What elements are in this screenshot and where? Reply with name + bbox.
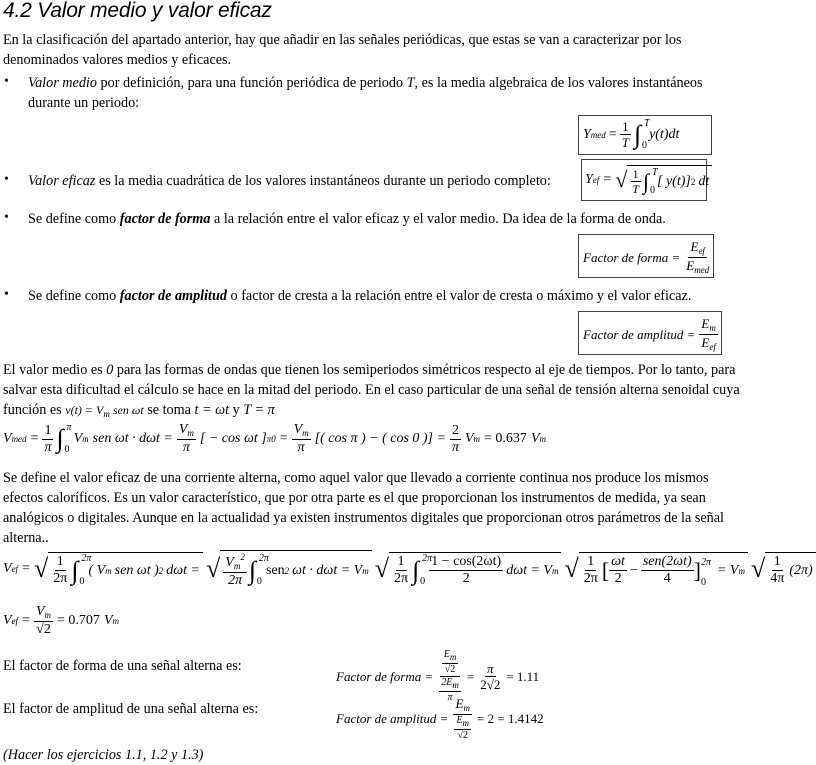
paragraph-valor-medio: El valor medio es 0 para las formas de ondas que tienen los semiperiodos simétricos respecto al eje de tiempos. Por lo tanto, para salvar esta dificultad el cálculo se hace en la mitad del periodo. En el caso particular de una señal de tensión alterna senoidal cuya función es $v(t) = V_m$ sen ωt se toma t = ωt y T = π xyxy=(3,362,740,419)
bullet-factor-forma: Se define como factor de forma a la relación entre el valor eficaz y el valor medio. Da idea de la forma de onda. xyxy=(28,211,666,227)
formula-factor-forma: Factor de forma = $\frac{E_{ef}}{E_{med}}$ xyxy=(578,234,714,278)
text-factor-amplitud-senal: El factor de amplitud de una señal alterna es: xyxy=(3,701,259,717)
equation-vmed: V med = $\frac{1}{\pi}$ ∫ π 0 V m sen ωt · dωt = $\frac{V_m}{\pi}$ [ − cos ωt ] π 0 = $\frac{V_m}{\pi}$ [( cos π ) − ( cos 0 )] = $\frac{2}{\pi}$ V m = 0.637 V m xyxy=(3,422,546,455)
term-valor-eficaz: Valor eficaz xyxy=(28,173,96,189)
equation-vef-result: V ef = $\frac{V_m}{√2}$ = 0.707 V m xyxy=(3,604,119,637)
paragraph-valor-eficaz: Se define el valor eficaz de una corriente alterna, como aquel valor que llevado a corriente continua nos produce los mismos efectos caloríficos. Es un valor característico, que por otra parte es el que proporcionan los instrumentos de medida, ya sean analógicos o digitales. Aunque en la actualidad ya existen instrumentos digitales que proporcionan otros parámetros de la señal alterna.. xyxy=(3,470,724,546)
formula-factor-amplitud: Factor de amplitud = $\frac{E_m}{E_{ef}}$ xyxy=(578,311,722,355)
formula-ymed: Y med = $\frac{1}{T}$ ∫ T 0 y(t)dt xyxy=(578,115,712,155)
intro-paragraph: En la clasificación del apartado anterior, hay que añadir en las señales periódicas, que estas se van a caracterizar por los denominados valores medios y eficaces. xyxy=(3,32,682,68)
bullet-valor-eficaz: Valor eficaz es la media cuadrática de los valores instantáneos durante un periodo completo: xyxy=(28,173,551,189)
term-factor-forma: factor de forma xyxy=(119,211,211,227)
text-factor-forma-senal: El factor de forma de una señal alterna es: xyxy=(3,658,242,674)
formula-yef: Y ef = √ $\frac{1}{T}$ ∫ T 0 [ y(t)] 2 dt xyxy=(581,159,707,201)
bullet-valor-medio: Valor medio por definición, para una función periódica de periodo T, es la media algebraica de los valores instantáneos durante un periodo: xyxy=(28,75,703,111)
bullet-factor-amplitud: Se define como factor de amplitud o factor de cresta a la relación entre el valor de cresta o máximo y el valor eficaz. xyxy=(28,288,692,304)
equation-factor-forma-senal: Factor de forma = $\frac{\frac{Em}{√2}}{\frac{2Em}{\pi}}$ = $\frac{\pi}{2√2}$ = 1.11 xyxy=(336,649,540,703)
bullet-icon: • xyxy=(4,172,9,187)
equation-vef: V ef = √ $\frac{1}{2\pi}$ ∫ 2π 0 ( V m sen ωt ) 2 dωt = √ $\frac{V_m^2}{2\pi}$ ∫ 2π 0 sen 2 ωt · dωt = V m √ $\frac{1}{2\pi}$ ∫ 2π 0 $\frac{1 - \cos(2\omega t)}{2}$ dωt = V m √ $\frac{1}{2\pi}$ [ $\frac{\omega t}{2}$ − $\frac{\text{sen(2ωt)}}{4}$ ] 2π 0 = V m √ $\frac{1}{4\pi}$ (2π) xyxy=(3,550,816,588)
term-factor-amplitud: factor de amplitud xyxy=(119,288,227,304)
exercises-note: (Hacer los ejercicios 1.1, 1.2 y 1.3) xyxy=(3,747,204,763)
bullet-icon: • xyxy=(4,287,9,302)
bullet-icon: • xyxy=(4,74,9,89)
page-title: 4.2 Valor medio y valor eficaz xyxy=(3,0,272,22)
bullet-icon: • xyxy=(4,210,9,225)
equation-factor-amplitud-senal: Factor de amplitud = $\frac{E_m}{\frac{Em}{√2}}$ = 2 = 1.4142 xyxy=(336,696,544,741)
term-valor-medio: Valor medio xyxy=(28,75,97,91)
